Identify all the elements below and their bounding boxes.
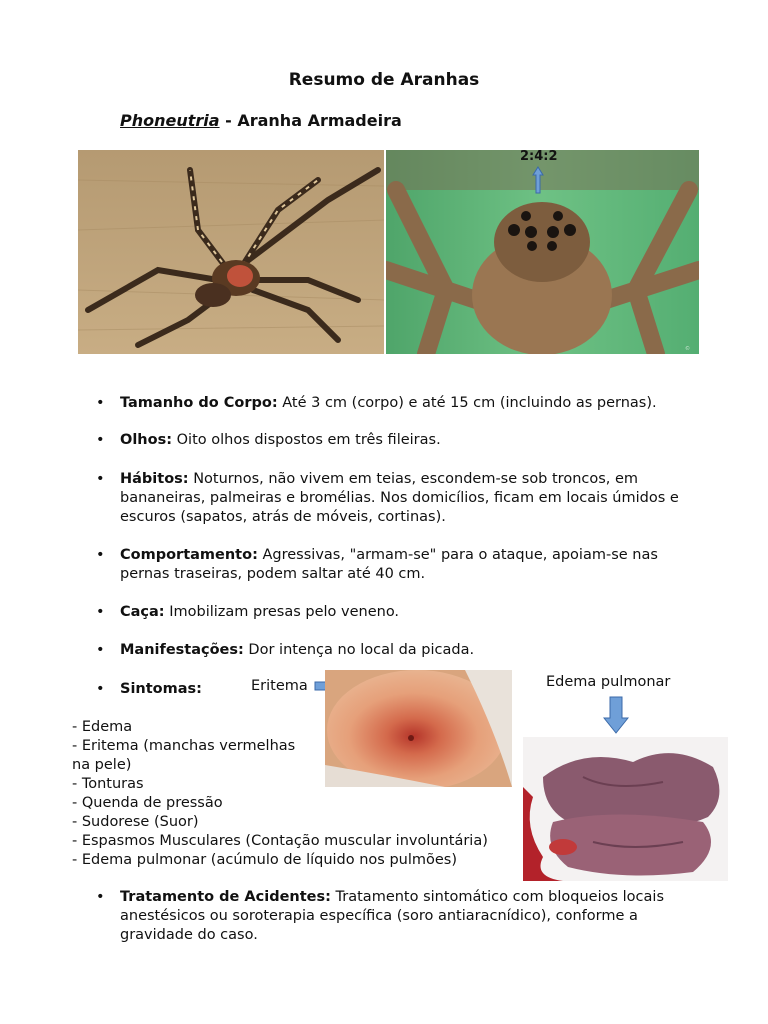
spider-defensive-pose-photo (78, 150, 384, 354)
symptom-item: - Espasmos Musculares (Contação muscular involuntária) (72, 833, 488, 849)
genus-name: Phoneutria (120, 111, 220, 130)
bullet-treatment (96, 888, 696, 945)
pulmonary-edema-lungs-photo (523, 737, 728, 881)
common-name: Aranha Armadeira (237, 111, 402, 130)
bullet-label: Tamanho do Corpo: (120, 395, 278, 411)
bullet-behavior (96, 546, 706, 584)
bullet-text: Oito olhos dispostos em três fileiras. (172, 432, 441, 448)
section-heading (120, 111, 402, 130)
symptom-item: - Sudorese (Suor) (72, 814, 199, 830)
bullet-marker: • (96, 681, 105, 697)
bullet-label: Caça: (120, 604, 165, 620)
bullet-text: Dor intença no local da picada. (243, 642, 475, 658)
bullet-eyes (96, 431, 706, 450)
bullet-label: Comportamento: (120, 547, 258, 563)
symptom-item: - Edema pulmonar (acúmulo de líquido nos pulmões) (72, 852, 458, 868)
eye-ratio-label: 2:4:2 (520, 149, 558, 164)
bullet-marker: • (96, 889, 105, 905)
bullet-marker: • (96, 642, 105, 658)
bullet-marker: • (96, 604, 105, 620)
symptom-item-continuation: na pele) (72, 757, 132, 773)
bullet-manifestations (96, 641, 706, 660)
page-title: Resumo de Aranhas (288, 70, 480, 90)
bullet-text: Imobilizam presas pelo veneno. (164, 604, 400, 620)
bullet-marker: • (96, 395, 105, 411)
bullet-text: Agressivas, "armam-se" para o ataque, apoiam-se nas pernas traseiras, podem saltar até 40 cm. (120, 547, 658, 582)
bullet-marker: • (96, 471, 105, 487)
heading-separator: - (219, 111, 238, 130)
bullet-label: Sintomas: (120, 681, 202, 697)
bullet-label: Tratamento de Acidentes: (120, 889, 331, 905)
symptom-item: - Eritema (manchas vermelhas (72, 738, 296, 754)
bullet-text: Noturnos, não vivem em teias, escondem-se sob troncos, em bananeiras, palmeiras e bromélias. Nos domicílios, ficam em locais úmidos e escuros (sapatos, atrás de móveis, cortinas). (120, 471, 679, 525)
down-arrow-icon (603, 696, 629, 734)
symptom-item: - Quenda de pressão (72, 795, 223, 811)
symptom-item: - Tonturas (72, 776, 144, 792)
bullet-habits (96, 470, 706, 527)
bullet-text: Até 3 cm (corpo) e até 15 cm (incluindo as pernas). (277, 395, 657, 411)
bullet-marker: • (96, 547, 105, 563)
symptom-item: - Edema (72, 719, 133, 735)
bullet-marker: • (96, 432, 105, 448)
bullet-body-size (96, 394, 706, 413)
bullet-hunting (96, 603, 706, 622)
bullet-text: Tratamento sintomático com bloqueios locais anestésicos ou soroterapia específica (soro antiaracnídico), conforme a gravidade do caso. (120, 889, 664, 943)
up-arrow-icon (532, 166, 544, 194)
bullet-label: Hábitos: (120, 471, 189, 487)
bullet-label: Manifestações: (120, 642, 244, 658)
bullet-label: Olhos: (120, 432, 173, 448)
eritema-caption: Eritema (251, 678, 308, 694)
erythema-skin-photo (325, 670, 512, 787)
edema-pulmonar-caption: Edema pulmonar (546, 674, 671, 690)
svg-text:©: © (685, 346, 690, 352)
